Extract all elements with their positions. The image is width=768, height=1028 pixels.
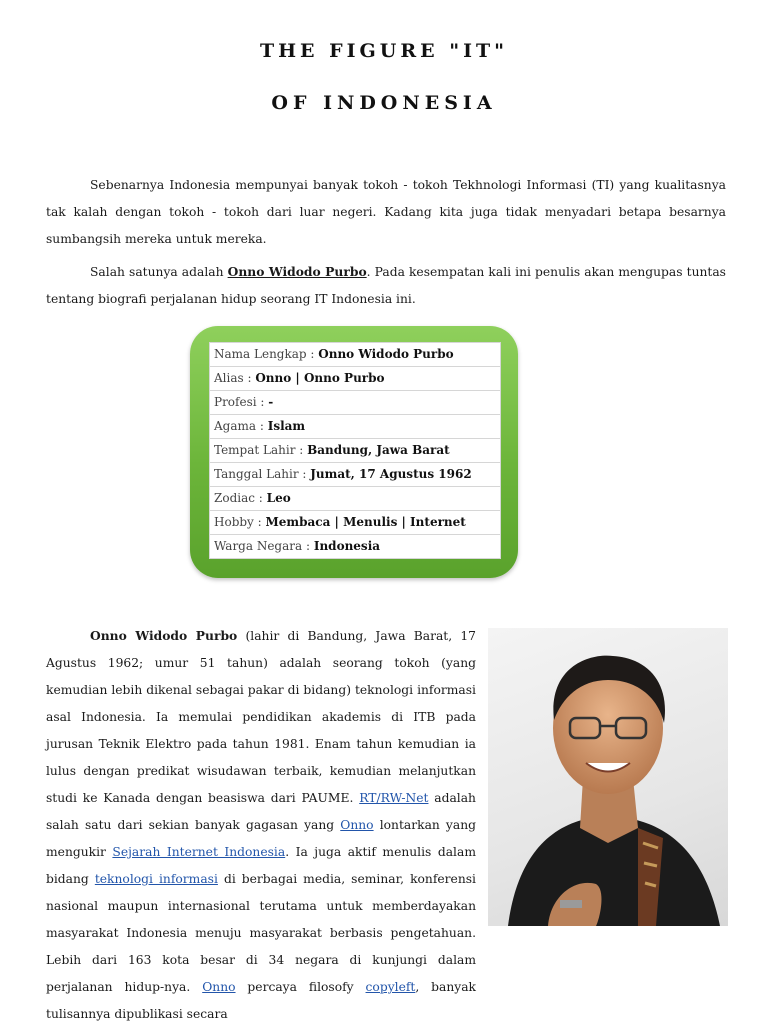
profile-table (209, 342, 501, 559)
profile-label: Hobby : (214, 515, 266, 529)
profile-label: Warga Negara : (214, 539, 314, 553)
bio-text: adalah salah satu dari sekian banyak gagasan yang (46, 791, 476, 832)
profile-row (210, 439, 500, 463)
intro-paragraph-1 (46, 172, 726, 253)
onno-link-2[interactable]: Onno (202, 980, 236, 994)
bio-text: (lahir di Bandung, Jawa Barat, 17 Agustus 1962; umur 51 tahun) adalah seorang tokoh (yang kemudian lebih dikenal sebagai pakar di bidang) teknologi informasi asal Indonesia. Ia memulai pendidikan akademis di ITB pada jurusan Teknik Elektro pada tahun 1981. Enam tahun kemudian ia lulus dengan predikat wisudawan terbaik, kemudian melanjutkan studi ke Kanada dengan beasiswa dari PAUME. (46, 629, 476, 805)
profile-value: - (268, 395, 274, 409)
profile-value: Leo (266, 491, 291, 505)
bio-text: di berbagai media, seminar, konferensi nasional maupun internasional terutama untuk memberdayakan masyarakat Indonesia menuju masyarakat berbasis pengetahuan. Lebih dari 163 kota besar di 34 negara di kunjungi dalam perjalanan hidup-nya. (46, 872, 476, 994)
document-title-line2: OF INDONESIA (271, 92, 497, 114)
profile-label: Nama Lengkap : (214, 347, 319, 361)
profile-row (210, 535, 500, 558)
profile-row (210, 511, 500, 535)
profile-label: Alias : (214, 371, 256, 385)
name-link[interactable]: Onno Widodo Purbo (227, 264, 367, 279)
onno-link[interactable]: Onno (340, 818, 374, 832)
profile-row (210, 463, 500, 487)
bio-text: percaya filosofy (235, 980, 366, 994)
profile-value: Onno | Onno Purbo (255, 371, 385, 385)
bio-text: lontarkan yang mengukir (46, 818, 477, 859)
bio-lead-name: Onno Widodo Purbo (90, 628, 238, 643)
bio-text: . Ia juga aktif menulis dalam bidang (46, 845, 476, 886)
profile-value: Islam (267, 419, 306, 433)
person-portrait-icon (488, 628, 728, 926)
intro-paragraph-2 (46, 258, 726, 313)
profile-label: Zodiac : (214, 491, 267, 505)
sejarah-internet-link[interactable]: Sejarah Internet Indonesia (112, 845, 286, 859)
intro-text-2b: . Pada kesempatan kali ini penulis akan mengupas tuntas tentang biografi perjalanan hidup seorang IT Indonesia ini. (46, 265, 726, 306)
profile-label: Profesi : (214, 395, 269, 409)
profile-value: Membaca | Menulis | Internet (265, 515, 466, 529)
portrait-photo (488, 628, 728, 926)
profile-value: Indonesia (313, 539, 381, 553)
profile-value: Bandung, Jawa Barat (307, 443, 450, 457)
copyleft-link[interactable]: copyleft (365, 980, 416, 994)
intro-text-1: Sebenarnya Indonesia mempunyai banyak tokoh - tokoh Tekhnologi Informasi (TI) yang kualitasnya tak kalah dengan tokoh - tokoh dari luar negeri. Kadang kita juga tidak menyadari betapa besarnya sumbangsih mereka untuk mereka. (46, 178, 726, 246)
document-title-line1: THE FIGURE "IT" (259, 40, 509, 62)
rtrw-net-link[interactable]: RT/RW-Net (359, 791, 429, 805)
bio-text: , banyak tulisannya dipublikasi secara (46, 980, 477, 1021)
profile-row (210, 487, 500, 511)
profile-label: Tempat Lahir : (214, 443, 308, 457)
profile-row (210, 415, 500, 439)
teknologi-informasi-link[interactable]: teknologi informasi (94, 872, 218, 886)
profile-label: Tanggal Lahir : (214, 467, 311, 481)
biography-paragraph (46, 622, 476, 1028)
profile-row (210, 367, 500, 391)
profile-value: Jumat, 17 Agustus 1962 (310, 467, 472, 481)
profile-row (210, 391, 500, 415)
profile-value: Onno Widodo Purbo (318, 347, 454, 361)
profile-label: Agama : (214, 419, 268, 433)
profile-row (210, 343, 500, 367)
intro-text-2a: Salah satunya adalah (90, 265, 228, 279)
